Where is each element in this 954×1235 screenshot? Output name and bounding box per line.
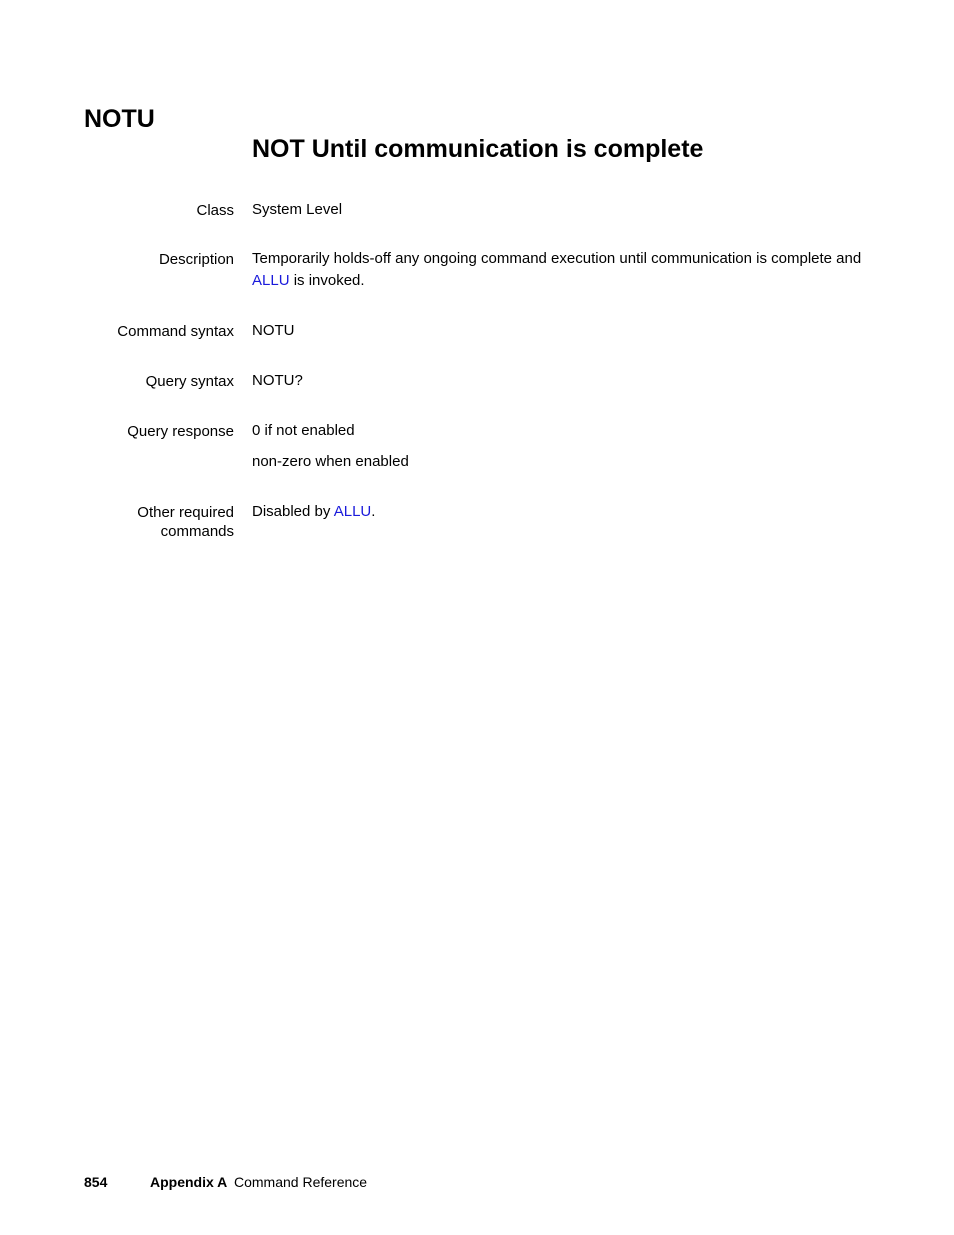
field-value-query-syntax (252, 370, 872, 392)
other-required-text-after: . (371, 503, 376, 520)
query-response-line-1: 0 if not enabled (252, 422, 355, 439)
other-required-text-before: Disabled by (252, 503, 334, 520)
description-text (252, 248, 872, 292)
field-value-class (252, 199, 872, 221)
field-label-class: Class (196, 202, 234, 219)
footer-appendix: Appendix A (150, 1174, 228, 1190)
class-value: System Level (252, 201, 343, 218)
command-name: NOTU (84, 105, 155, 133)
page-number: 854 (84, 1174, 108, 1190)
allu-link[interactable]: ALLU (333, 503, 372, 520)
query-response-line-2: non-zero when enabled (252, 453, 409, 470)
command-syntax-value: NOTU (252, 322, 295, 339)
field-value-query-response (252, 420, 872, 473)
field-label-command-syntax: Command syntax (117, 323, 234, 340)
field-value-description (252, 248, 872, 292)
allu-link[interactable]: ALLU (252, 272, 290, 289)
footer-section: Command Reference (234, 1174, 368, 1190)
field-value-other-required (252, 501, 872, 523)
description-text-after: is invoked. (289, 272, 365, 289)
field-label-description: Description (158, 251, 234, 268)
other-required-label-line-1: Other required (137, 504, 234, 521)
query-syntax-value: NOTU? (252, 372, 303, 389)
description-text-before: Temporarily holds-off any ongoing command execution until communication is complete and (252, 250, 862, 267)
other-required-text (252, 501, 872, 523)
field-label-query-response: Query response (127, 423, 234, 440)
field-label-other-required (74, 503, 234, 541)
command-title: NOT Until communication is complete (252, 135, 704, 163)
field-value-command-syntax (252, 320, 872, 342)
other-required-label-line-2: commands (160, 523, 234, 540)
field-label-query-syntax: Query syntax (145, 373, 234, 390)
